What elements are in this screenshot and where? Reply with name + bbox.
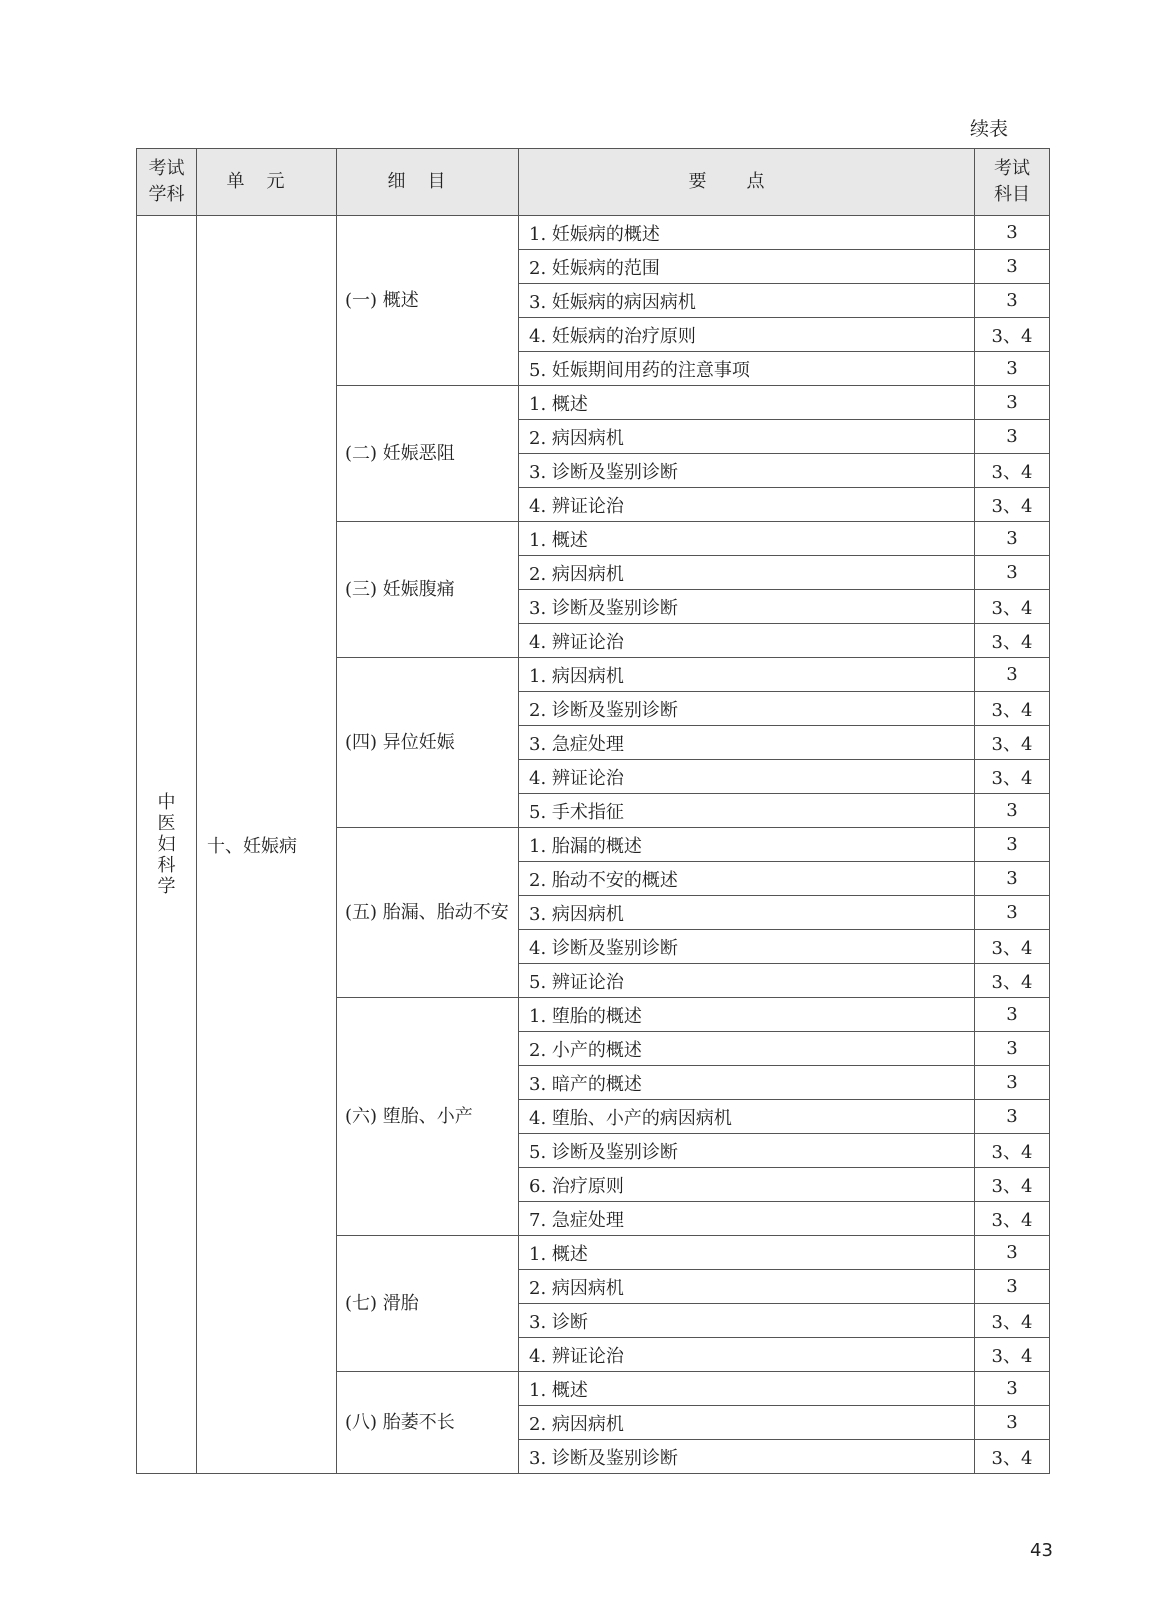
subject-number-cell: 3、4 (975, 1134, 1050, 1168)
point-cell: 4. 诊断及鉴别诊断 (519, 930, 975, 964)
subject-number-cell: 3、4 (975, 1338, 1050, 1372)
subject-number-cell: 3、4 (975, 692, 1050, 726)
point-cell: 2. 病因病机 (519, 420, 975, 454)
subject-number-cell: 3 (975, 862, 1050, 896)
subject-number-cell: 3、4 (975, 1304, 1050, 1338)
point-cell: 3. 暗产的概述 (519, 1066, 975, 1100)
table-header-row (137, 149, 1050, 216)
subject-number-cell: 3 (975, 522, 1050, 556)
point-cell: 3. 急症处理 (519, 726, 975, 760)
subject-number-cell: 3 (975, 1032, 1050, 1066)
subject-number-cell: 3、4 (975, 454, 1050, 488)
subject-number-cell: 3 (975, 658, 1050, 692)
point-cell: 4. 辨证论治 (519, 1338, 975, 1372)
subject-number-cell: 3、4 (975, 760, 1050, 794)
subject-number-cell: 3 (975, 386, 1050, 420)
point-cell: 5. 手术指征 (519, 794, 975, 828)
point-cell: 5. 诊断及鉴别诊断 (519, 1134, 975, 1168)
point-cell: 1. 妊娠病的概述 (519, 216, 975, 250)
subject-number-cell: 3 (975, 352, 1050, 386)
item-cell: (八) 胎萎不长 (337, 1372, 519, 1474)
point-cell: 4. 妊娠病的治疗原则 (519, 318, 975, 352)
subject-number-cell: 3 (975, 1100, 1050, 1134)
point-cell: 4. 辨证论治 (519, 624, 975, 658)
subject-number-cell: 3、4 (975, 590, 1050, 624)
table-row (137, 216, 1050, 250)
point-cell: 2. 诊断及鉴别诊断 (519, 692, 975, 726)
subject-number-cell: 3 (975, 1066, 1050, 1100)
header-subject: 考试学科 (137, 149, 197, 216)
subject-number-cell: 3 (975, 828, 1050, 862)
point-cell: 5. 妊娠期间用药的注意事项 (519, 352, 975, 386)
subject-number-cell: 3、4 (975, 318, 1050, 352)
subject-number-cell: 3、4 (975, 930, 1050, 964)
item-cell: (五) 胎漏、胎动不安 (337, 828, 519, 998)
table-body (137, 216, 1050, 1474)
subject-number-cell: 3、4 (975, 1440, 1050, 1474)
subject-number-cell: 3 (975, 250, 1050, 284)
subject-number-cell: 3 (975, 284, 1050, 318)
point-cell: 3. 诊断 (519, 1304, 975, 1338)
point-cell: 3. 妊娠病的病因病机 (519, 284, 975, 318)
point-cell: 2. 妊娠病的范围 (519, 250, 975, 284)
point-cell: 1. 概述 (519, 1236, 975, 1270)
subject-number-cell: 3 (975, 1406, 1050, 1440)
subject-number-cell: 3 (975, 1372, 1050, 1406)
subject-number-cell: 3 (975, 420, 1050, 454)
subject-number-cell: 3、4 (975, 488, 1050, 522)
point-cell: 2. 胎动不安的概述 (519, 862, 975, 896)
point-cell: 6. 治疗原则 (519, 1168, 975, 1202)
header-point: 要点 (519, 149, 975, 216)
subject-cell: 中医妇科学 (137, 216, 197, 1474)
subject-number-cell: 3 (975, 896, 1050, 930)
header-item: 细目 (337, 149, 519, 216)
item-cell: (六) 堕胎、小产 (337, 998, 519, 1236)
point-cell: 3. 诊断及鉴别诊断 (519, 590, 975, 624)
point-cell: 2. 小产的概述 (519, 1032, 975, 1066)
point-cell: 3. 诊断及鉴别诊断 (519, 454, 975, 488)
subject-number-cell: 3 (975, 216, 1050, 250)
subject-number-cell: 3 (975, 1270, 1050, 1304)
point-cell: 1. 病因病机 (519, 658, 975, 692)
point-cell: 1. 概述 (519, 1372, 975, 1406)
header-unit: 单元 (197, 149, 337, 216)
point-cell: 1. 概述 (519, 386, 975, 420)
subject-number-cell: 3 (975, 794, 1050, 828)
subject-number-cell: 3、4 (975, 726, 1050, 760)
point-cell: 3. 病因病机 (519, 896, 975, 930)
unit-cell: 十、妊娠病 (197, 216, 337, 1474)
subject-number-cell: 3 (975, 998, 1050, 1032)
point-cell: 3. 诊断及鉴别诊断 (519, 1440, 975, 1474)
page-number: 43 (1030, 1540, 1053, 1561)
point-cell: 2. 病因病机 (519, 1270, 975, 1304)
item-cell: (三) 妊娠腹痛 (337, 522, 519, 658)
subject-number-cell: 3 (975, 556, 1050, 590)
header-subject-no: 考试科目 (975, 149, 1050, 216)
subject-number-cell: 3、4 (975, 964, 1050, 998)
point-cell: 1. 堕胎的概述 (519, 998, 975, 1032)
continued-label: 续表 (970, 118, 1009, 140)
subject-number-cell: 3 (975, 1236, 1050, 1270)
item-cell: (一) 概述 (337, 216, 519, 386)
point-cell: 1. 胎漏的概述 (519, 828, 975, 862)
point-cell: 1. 概述 (519, 522, 975, 556)
point-cell: 5. 辨证论治 (519, 964, 975, 998)
subject-number-cell: 3、4 (975, 1202, 1050, 1236)
point-cell: 2. 病因病机 (519, 1406, 975, 1440)
point-cell: 4. 辨证论治 (519, 760, 975, 794)
item-cell: (四) 异位妊娠 (337, 658, 519, 828)
point-cell: 7. 急症处理 (519, 1202, 975, 1236)
subject-number-cell: 3、4 (975, 1168, 1050, 1202)
item-cell: (二) 妊娠恶阻 (337, 386, 519, 522)
point-cell: 2. 病因病机 (519, 556, 975, 590)
point-cell: 4. 辨证论治 (519, 488, 975, 522)
syllabus-table (136, 148, 1050, 1474)
item-cell: (七) 滑胎 (337, 1236, 519, 1372)
point-cell: 4. 堕胎、小产的病因病机 (519, 1100, 975, 1134)
subject-number-cell: 3、4 (975, 624, 1050, 658)
